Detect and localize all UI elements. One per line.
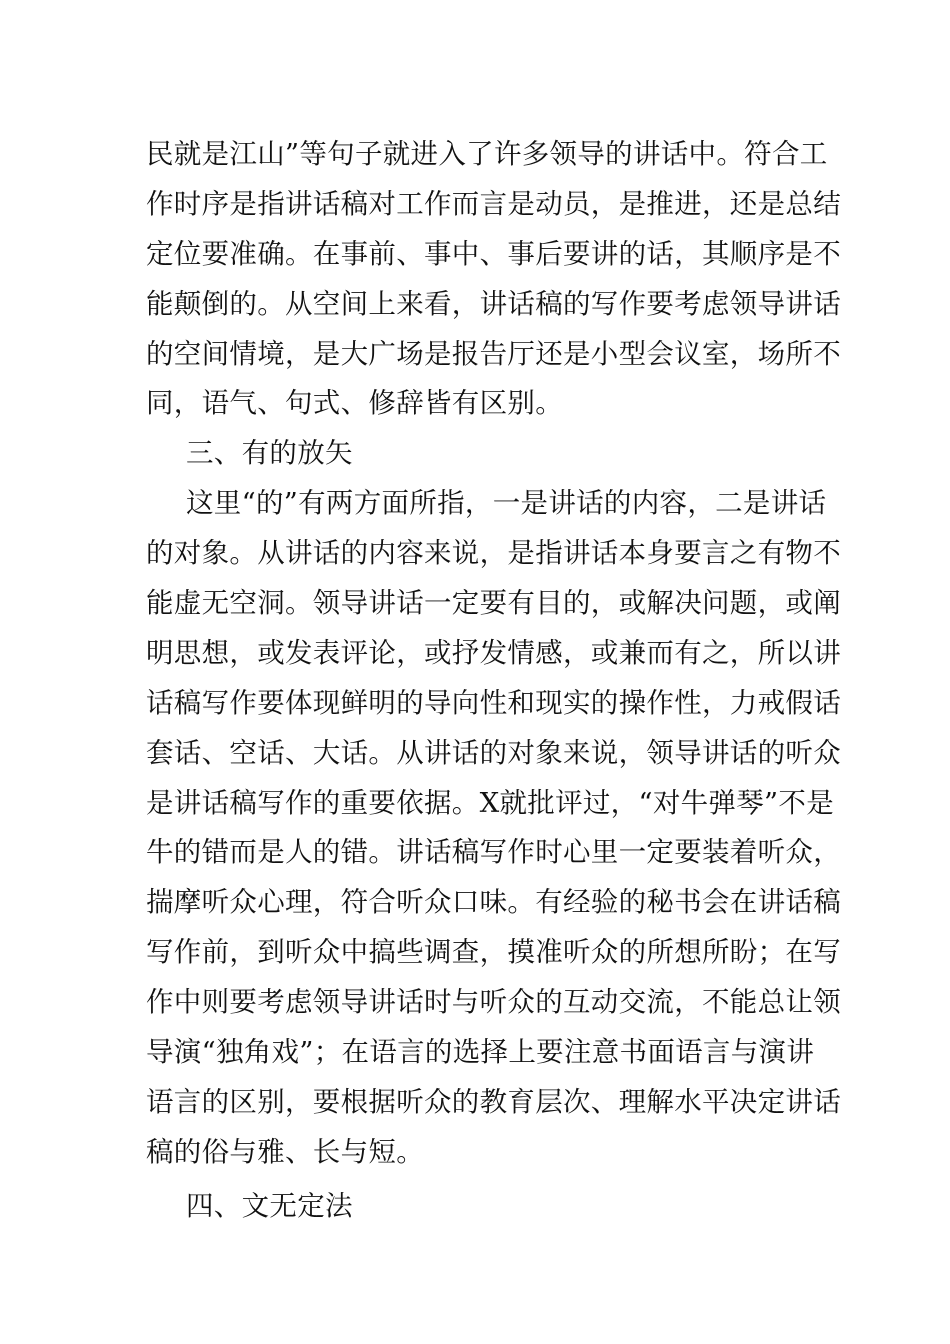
paragraph-line: 牛的错而是人的错。讲话稿写作时心里一定要装着听众， bbox=[146, 836, 841, 869]
paragraph-line: 稿的俗与雅、长与短。 bbox=[146, 1135, 424, 1168]
paragraph-line: 同，语气、句式、修辞皆有区别。 bbox=[146, 387, 563, 420]
section-heading-4: 四、文无定法 bbox=[186, 1189, 353, 1222]
paragraph-line: 是讲话稿写作的重要依据。X就批评过，“对牛弹琴”不是 bbox=[146, 786, 834, 819]
paragraph-line: 导演“独角戏”；在语言的选择上要注意书面语言与演讲 bbox=[146, 1036, 815, 1069]
section-heading-3: 三、有的放矢 bbox=[186, 437, 353, 470]
paragraph-line: 话稿写作要体现鲜明的导向性和现实的操作性，力戒假话 bbox=[146, 686, 841, 719]
paragraph-line: 能虚无空洞。领导讲话一定要有目的，或解决问题，或阐 bbox=[146, 587, 841, 620]
paragraph-line: 套话、空话、大话。从讲话的对象来说，领导讲话的听众 bbox=[146, 736, 841, 769]
body-text bbox=[146, 130, 841, 1232]
paragraph-line: 能颠倒的。从空间上来看，讲话稿的写作要考虑领导讲话 bbox=[146, 287, 841, 320]
paragraph-line: 的空间情境，是大广场是报告厅还是小型会议室，场所不 bbox=[146, 337, 841, 370]
paragraph-line: 写作前，到听众中搞些调查，摸准听众的所想所盼；在写 bbox=[146, 936, 841, 969]
paragraph-line: 民就是江山”等句子就进入了许多领导的讲话中。符合工 bbox=[146, 138, 828, 170]
paragraph-line: 定位要准确。在事前、事中、事后要讲的话，其顺序是不 bbox=[146, 237, 841, 270]
paragraph-line: 的对象。从讲话的内容来说，是指讲话本身要言之有物不 bbox=[146, 537, 841, 570]
paragraph-line: 语言的区别，要根据听众的教育层次、理解水平决定讲话 bbox=[146, 1085, 841, 1118]
paragraph-line: 明思想，或发表评论，或抒发情感，或兼而有之，所以讲 bbox=[146, 636, 841, 669]
paragraph-line: 作中则要考虑领导讲话时与听众的互动交流，不能总让领 bbox=[146, 986, 841, 1019]
paragraph-line: 作时序是指讲话稿对工作而言是动员，是推进，还是总结 bbox=[146, 187, 841, 220]
paragraph-line: 揣摩听众心理，符合听众口味。有经验的秘书会在讲话稿 bbox=[146, 886, 841, 919]
paragraph-line: 这里“的”有两方面所指，一是讲话的内容，二是讲话 bbox=[186, 487, 827, 520]
